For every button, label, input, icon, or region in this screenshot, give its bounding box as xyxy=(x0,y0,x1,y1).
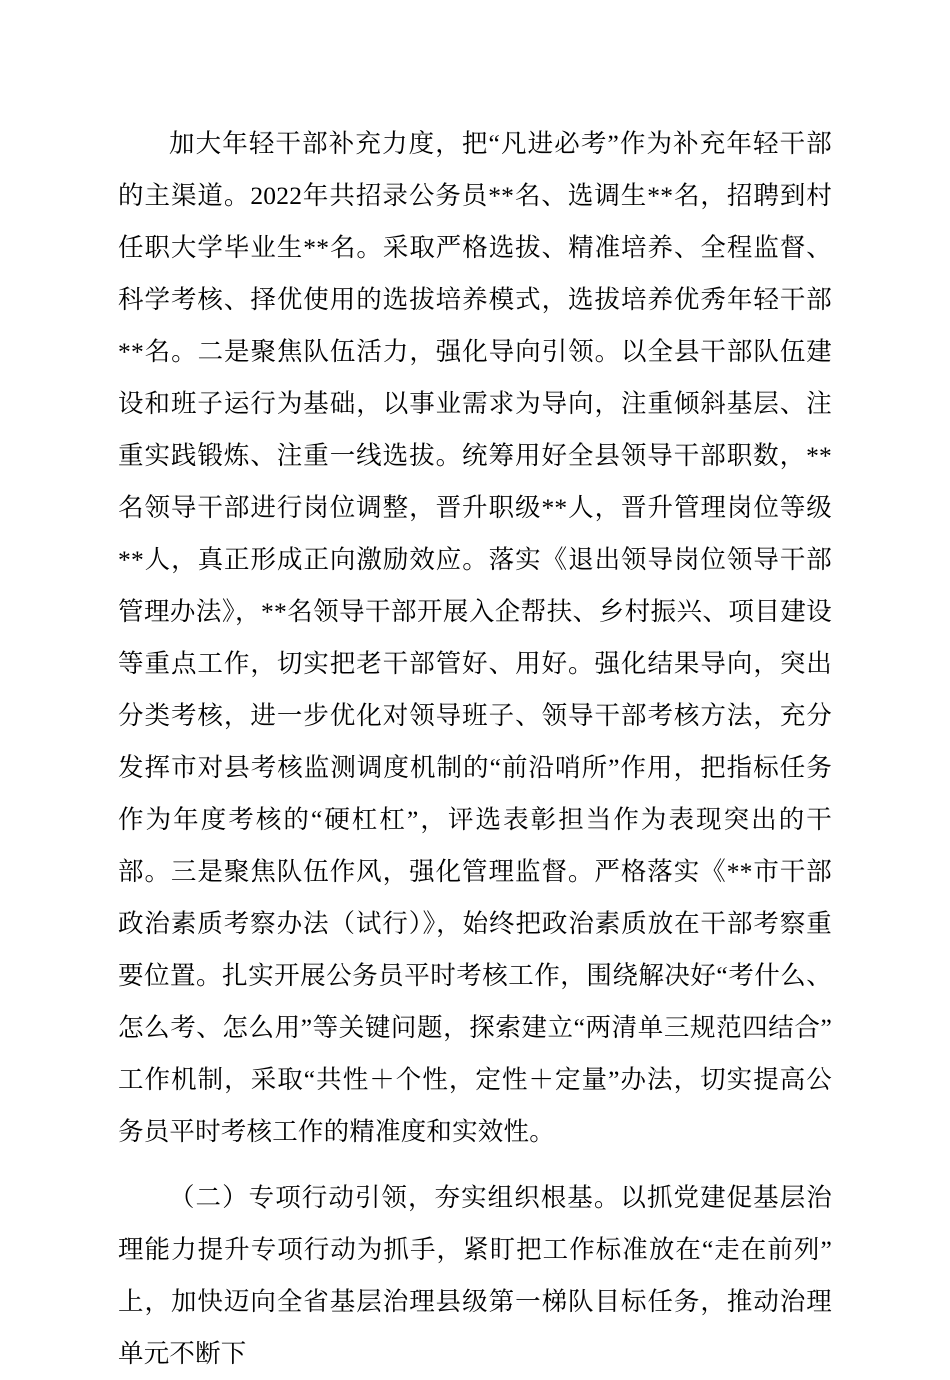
document-body xyxy=(118,118,832,1380)
paragraph-2: （二）专项行动引领，夯实组织根基。以抓党建促基层治理能力提升专项行动为抓手，紧盯把工作标准放在“走在前列”上，加快迈向全省基层治理县级第一梯队目标任务，推动治理单元不断下 xyxy=(118,1183,832,1368)
paragraph-1: 加大年轻干部补充力度，把“凡进必考”作为补充年轻干部的主渠道。2022年共招录公务员**名、选调生**名，招聘到村任职大学毕业生**名。采取严格选拔、精准培养、全程监督、科学考核、择优使用的选拔培养模式，选拔培养优秀年轻干部**名。二是聚焦队伍活力，强化导向引领。以全县干部队伍建设和班子运行为基础，以事业需求为导向，注重倾斜基层、注重实践锻炼、注重一线选拔。统筹用好全县领导干部职数，**名领导干部进行岗位调整，晋升职级**人，晋升管理岗位等级**人，真正形成正向激励效应。落实《退出领导岗位领导干部管理办法》，**名领导干部开展入企帮扶、乡村振兴、项目建设等重点工作，切实把老干部管好、用好。强化结果导向，突出分类考核，进一步优化对领导班子、领导干部考核方法，充分发挥市对县考核监测调度机制的“前沿哨所”作用，把指标任务作为年度考核的“硬杠杠”，评选表彰担当作为表现突出的干部。三是聚焦队伍作风，强化管理监督。严格落实《**市干部政治素质考察办法（试行）》，始终把政治素质放在干部考察重要位置。扎实开展公务员平时考核工作，围绕解决好“考什么、怎么考、怎么用”等关键问题，探索建立“两清单三规范四结合”工作机制，采取“共性＋个性，定性＋定量”办法，切实提高公务员平时考核工作的精准度和实效性。 xyxy=(118,129,832,1146)
